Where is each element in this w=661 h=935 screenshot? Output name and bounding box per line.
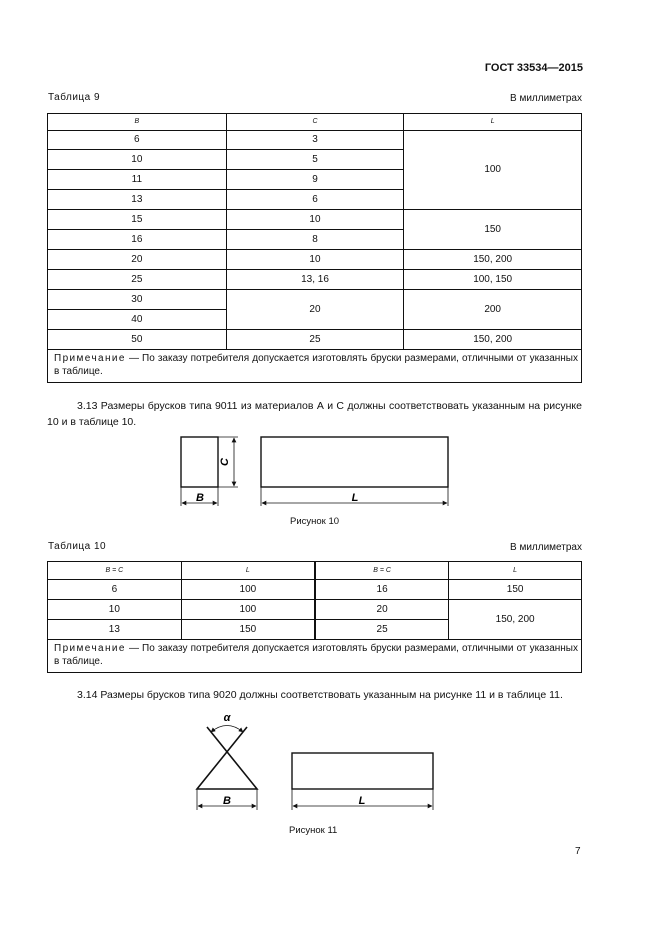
table9-cell-c: 13, 16 bbox=[226, 270, 404, 290]
figure11-side-view bbox=[292, 753, 433, 789]
table10-header-l: L bbox=[181, 562, 315, 580]
table-row bbox=[48, 270, 582, 290]
table9-cell-c: 6 bbox=[226, 190, 404, 210]
table9-cell-b: 16 bbox=[48, 230, 227, 250]
table10-cell-l: 150 bbox=[181, 620, 315, 640]
figure10-caption: Рисунок 10 bbox=[290, 516, 340, 527]
table10-note-text: — По заказу потребителя допускается изготовлять бруски размерами, отличными от указанных в таблице. bbox=[54, 643, 578, 667]
table10-cell-bc: 10 bbox=[48, 600, 182, 620]
table9-cell-l: 150 bbox=[404, 210, 582, 250]
table9-cell-c: 3 bbox=[226, 131, 404, 150]
table10-cell-l: 150 bbox=[449, 580, 582, 600]
table10-cell-bc: 13 bbox=[48, 620, 182, 640]
figure10-label-c: C bbox=[219, 458, 231, 466]
page-number: 7 bbox=[575, 846, 581, 857]
table9-cell-c: 10 bbox=[226, 250, 404, 270]
table9-header-b: B bbox=[48, 114, 227, 131]
figure10-label-l: L bbox=[351, 492, 359, 504]
table9-cell-c: 20 bbox=[226, 290, 404, 330]
table10-cell-bc: 25 bbox=[315, 620, 449, 640]
paragraph-3-13: 3.13 Размеры брусков типа 9011 из материалов А и С должны соответствовать указанным на рисунке 10 и в таблице 10. bbox=[47, 400, 582, 428]
table10-unit: В миллиметрах bbox=[510, 542, 582, 553]
figure11-label-b: B bbox=[223, 795, 231, 807]
table9-header-l: L bbox=[404, 114, 582, 131]
table9-cell-b: 20 bbox=[48, 250, 227, 270]
table9-cell-b: 11 bbox=[48, 170, 227, 190]
table9-caption: Таблица 9 bbox=[48, 92, 101, 103]
table-row bbox=[48, 580, 582, 600]
table10-note-label: Примечание bbox=[54, 643, 126, 654]
table9-cell-c: 9 bbox=[226, 170, 404, 190]
document-code: ГОСТ 33534—2015 bbox=[484, 62, 583, 74]
table9-cell-b: 15 bbox=[48, 210, 227, 230]
figure11-dim-alpha bbox=[211, 726, 243, 733]
figure11-caption: Рисунок 11 bbox=[289, 825, 338, 836]
table9-cell-b: 10 bbox=[48, 150, 227, 170]
table9-cell-c: 25 bbox=[226, 330, 404, 350]
table10-header-l-2: L bbox=[449, 562, 582, 580]
table9-unit: В миллиметрах bbox=[510, 93, 582, 104]
figure10-cross-section bbox=[181, 437, 218, 487]
table9-cell-l: 200 bbox=[404, 290, 582, 330]
table10 bbox=[47, 561, 582, 673]
paragraph-3-14: 3.14 Размеры брусков типа 9020 должны соответствовать указанным на рисунке 11 и в таблице 11. bbox=[77, 689, 563, 701]
table10-cell-l: 100 bbox=[181, 600, 315, 620]
table-row bbox=[48, 210, 582, 230]
table10-cell-bc: 6 bbox=[48, 580, 182, 600]
table10-cell-l: 150, 200 bbox=[449, 600, 582, 640]
table9-cell-l: 100, 150 bbox=[404, 270, 582, 290]
table9-cell-l: 150, 200 bbox=[404, 250, 582, 270]
table9-cell-c: 8 bbox=[226, 230, 404, 250]
table9-cell-b: 13 bbox=[48, 190, 227, 210]
figure11-label-alpha: α bbox=[223, 712, 231, 724]
table9-cell-l: 100 bbox=[404, 131, 582, 210]
figure11-diagram bbox=[185, 710, 445, 820]
table10-header-bc: B = C bbox=[48, 562, 182, 580]
table-row bbox=[48, 290, 582, 310]
table10-cell-bc: 20 bbox=[315, 600, 449, 620]
table10-header-bc-2: B = C bbox=[315, 562, 449, 580]
figure11-label-l: L bbox=[358, 795, 366, 807]
table-row bbox=[48, 250, 582, 270]
table10-cell-l: 100 bbox=[181, 580, 315, 600]
figure11-cross-section bbox=[197, 727, 257, 789]
table10-caption: Таблица 10 bbox=[48, 541, 107, 552]
table9-cell-c: 5 bbox=[226, 150, 404, 170]
table9-cell-c: 10 bbox=[226, 210, 404, 230]
figure10-label-b: B bbox=[196, 492, 204, 504]
figure10-diagram bbox=[170, 428, 460, 510]
table9-note-text: — По заказу потребителя допускается изготовлять бруски размерами, отличными от указанных в таблице. bbox=[54, 353, 578, 377]
table9-note bbox=[48, 350, 582, 383]
table10-note bbox=[48, 640, 582, 673]
table9 bbox=[47, 113, 582, 383]
figure10-side-view bbox=[261, 437, 448, 487]
table9-header-c: C bbox=[226, 114, 404, 131]
table9-cell-l: 150, 200 bbox=[404, 330, 582, 350]
table-row bbox=[48, 330, 582, 350]
table9-cell-b: 6 bbox=[48, 131, 227, 150]
table9-cell-b: 40 bbox=[48, 310, 227, 330]
table-row bbox=[48, 600, 582, 620]
table9-cell-b: 25 bbox=[48, 270, 227, 290]
table9-cell-b: 50 bbox=[48, 330, 227, 350]
table9-cell-b: 30 bbox=[48, 290, 227, 310]
table-row bbox=[48, 131, 582, 150]
table10-cell-bc: 16 bbox=[315, 580, 449, 600]
table9-note-label: Примечание bbox=[54, 353, 126, 364]
